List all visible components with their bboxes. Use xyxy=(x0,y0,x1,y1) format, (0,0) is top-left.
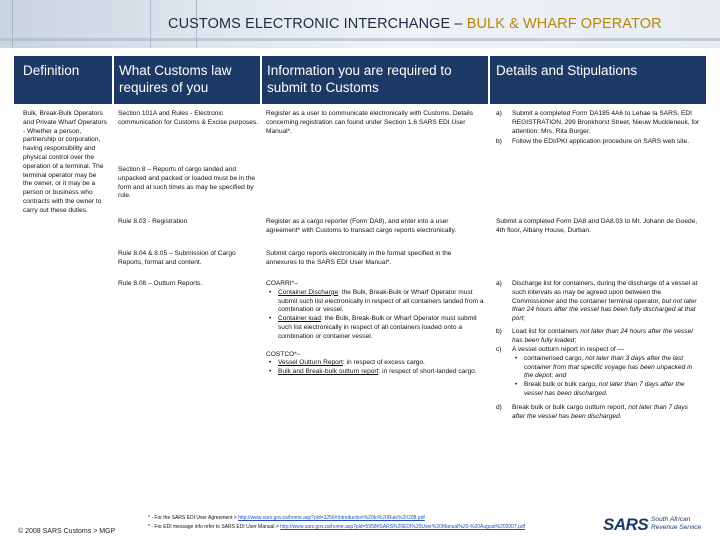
sars-logo xyxy=(603,515,715,535)
bulk-outturn-label: Bulk and Break-bulk outturn report xyxy=(278,368,379,376)
detail-b-end: ; xyxy=(574,336,577,344)
bulk-outturn-text: : in respect of short-landed cargo. xyxy=(378,368,477,376)
footnote-1-prefix: * - For the SARS EDI User Agreement > xyxy=(148,515,239,521)
detail-c-item2-text: Break bulk or bulk cargo, xyxy=(524,381,599,389)
list-item xyxy=(278,315,484,341)
title-part2: BULK & WHARF OPERATOR xyxy=(466,16,662,32)
detail-d-italic: not later than 7 days after the vessel has been discharged. xyxy=(512,404,688,420)
row1-info: Register as a user to communicate electronically with Customs. Details concerning registration can found under Section 1.6 SARS EDI User Manual*. xyxy=(266,110,474,135)
header-law: What Customs law requires of you xyxy=(119,63,232,95)
coarri-list xyxy=(266,289,484,342)
definition-text: Bulk, Break-Bulk Operators and Private Wharf Operators - Whether a person, partnership or corporation, having responsibility and physical control over the operation of a terminal. The terminal operator may be the owner, or it may be a person or business who contracts with the owner to carry out these duties. xyxy=(23,110,107,214)
row3-details: Submit a completed Form DA8 and DA8.03 to Mr. Johann de Goede, 4th floor, Albany House, Durban. xyxy=(496,218,698,234)
row5-detail-a xyxy=(512,280,702,324)
row4-info: Submit cargo reports electronically in the format specified in the annexures to the SARS EDI User Manual*. xyxy=(266,250,452,266)
detail-c-item1-italic: not later than 3 days after the last container from that specific voyage has been unpacked in the depot; and xyxy=(524,354,693,380)
row5-detail-d-num: d) xyxy=(496,404,502,411)
copyright: © 2008 SARS Customs > MGP xyxy=(18,528,116,535)
header-definition: Definition xyxy=(23,63,80,78)
row3-info: Register as a cargo reporter (Form DA8), and enter into a user agreement* with Customs to transact cargo reports electronically. xyxy=(266,218,457,234)
vessel-outturn-label: Vessel Outturn Report xyxy=(278,359,343,367)
container-discharge-label: Container Discharge xyxy=(278,288,339,296)
list-item xyxy=(278,359,484,368)
row5-law: Rule 8.08 – Outturn Reports. xyxy=(118,280,203,287)
header-details: Details and Stipulations xyxy=(496,63,638,78)
logo-subtitle xyxy=(651,516,701,532)
logo-line1: South African xyxy=(651,516,691,523)
row2-law: Section 8 – Reports of cargo landed and unpacked and packed or loaded must be in the form and at such times as may be specified by rule. xyxy=(118,166,256,200)
row1-law: Section 101A and Rules - Electronic communication for Customs & Excise purposes. xyxy=(118,110,258,126)
detail-b-italic: not later than 24 hours after the vessel has been fully loaded xyxy=(512,328,693,344)
detail-c-item1-text: containerised cargo, xyxy=(524,354,586,362)
detail-d-text: Break bulk or bulk cargo outturn report, xyxy=(512,404,629,411)
logo-name: SARS xyxy=(603,515,649,534)
title-part1: CUSTOMS ELECTRONIC INTERCHANGE – xyxy=(168,16,467,32)
detail-c-text: A vessel outturn report in respect of — xyxy=(512,346,625,353)
row3-law: Rule 8.03 - Registration xyxy=(118,218,188,225)
row4-law: Rule 8.04 & 8.05 – Submission of Cargo Reports, format and content. xyxy=(118,250,236,266)
footnote-1 xyxy=(148,515,598,522)
detail-a-italic: but not later than 24 hours after the vessel has been fully discharged at that port; xyxy=(512,297,697,323)
list-item xyxy=(278,368,484,377)
detail-b-text: Load list for containers xyxy=(512,328,581,335)
footnote-2 xyxy=(148,524,598,531)
row5-detail-a-num: a) xyxy=(496,280,502,287)
detail-c-item2-italic: not later than 7 days after the vessel has been discharged. xyxy=(524,381,685,397)
page-title xyxy=(168,16,662,32)
row5-detail-b-num: b) xyxy=(496,328,502,335)
row1-detail-a-num: a) xyxy=(496,110,502,117)
container-discharge-text: : the Bulk, Break-Bulk or Wharf Operator must submit such list electronically in respect of all containers landed from a combination or vessel. xyxy=(278,288,484,314)
row5-info xyxy=(266,280,484,377)
detail-a-text: Discharge list for containers, during the discharge of a vessel at such intervals as may be agreed upon between the Commissioner and the container terminal operator, xyxy=(512,280,698,305)
banner-stripe xyxy=(0,38,720,41)
list-item xyxy=(524,381,702,399)
coarri-label: COARRI*– xyxy=(266,280,298,287)
row5-detail-d xyxy=(512,404,702,422)
costco-label: COSTCO*– xyxy=(266,350,301,358)
container-load-label: Container load xyxy=(278,315,321,323)
header-info: Information you are required to submit to Customs xyxy=(267,63,452,95)
row1-detail-b: Follow the EDI/PKI application procedure on SARS web site. xyxy=(512,138,690,145)
row5-detail-b xyxy=(512,328,702,346)
row5-detail-c xyxy=(512,346,702,399)
costco-list xyxy=(266,359,484,377)
container-load-text: : the Bulk, Break-Bulk or Wharf Operator must submit such list electronically in respect of all containers loaded onto a combination or container vessel. xyxy=(278,315,477,340)
vessel-outturn-text: : in respect of excess cargo. xyxy=(342,359,425,367)
row5-detail-c-num: c) xyxy=(496,346,502,353)
list-item xyxy=(278,289,484,315)
logo-line2: Revenue Service xyxy=(651,524,702,531)
footnote-2-prefix: * - For EDI message info refer to SARS EDI User Manual > xyxy=(148,524,281,530)
footnote-1-link[interactable]: http://www.sars.gov.za/home.asp?pid=3256#Introduction%20to%20Rule%20208.pdf xyxy=(238,515,425,521)
list-item xyxy=(524,355,702,381)
footnote-2-link[interactable]: http://www.sars.gov.za/home.asp?pid=5958#SARS%20EDI%20User%20Manual%20-%20August%202007.pdf xyxy=(280,524,526,530)
row1-detail-b-num: b) xyxy=(496,138,502,145)
detail-c-list xyxy=(512,355,702,399)
row1-detail-a: Submit a completed Form DA185 4A6 to Lehae la SARS, EDI REGISTRATION, 299 Bronkhorst Street, Nieuw Muckleneuk, for attention: Mrs. Rita Burger. xyxy=(512,110,700,135)
